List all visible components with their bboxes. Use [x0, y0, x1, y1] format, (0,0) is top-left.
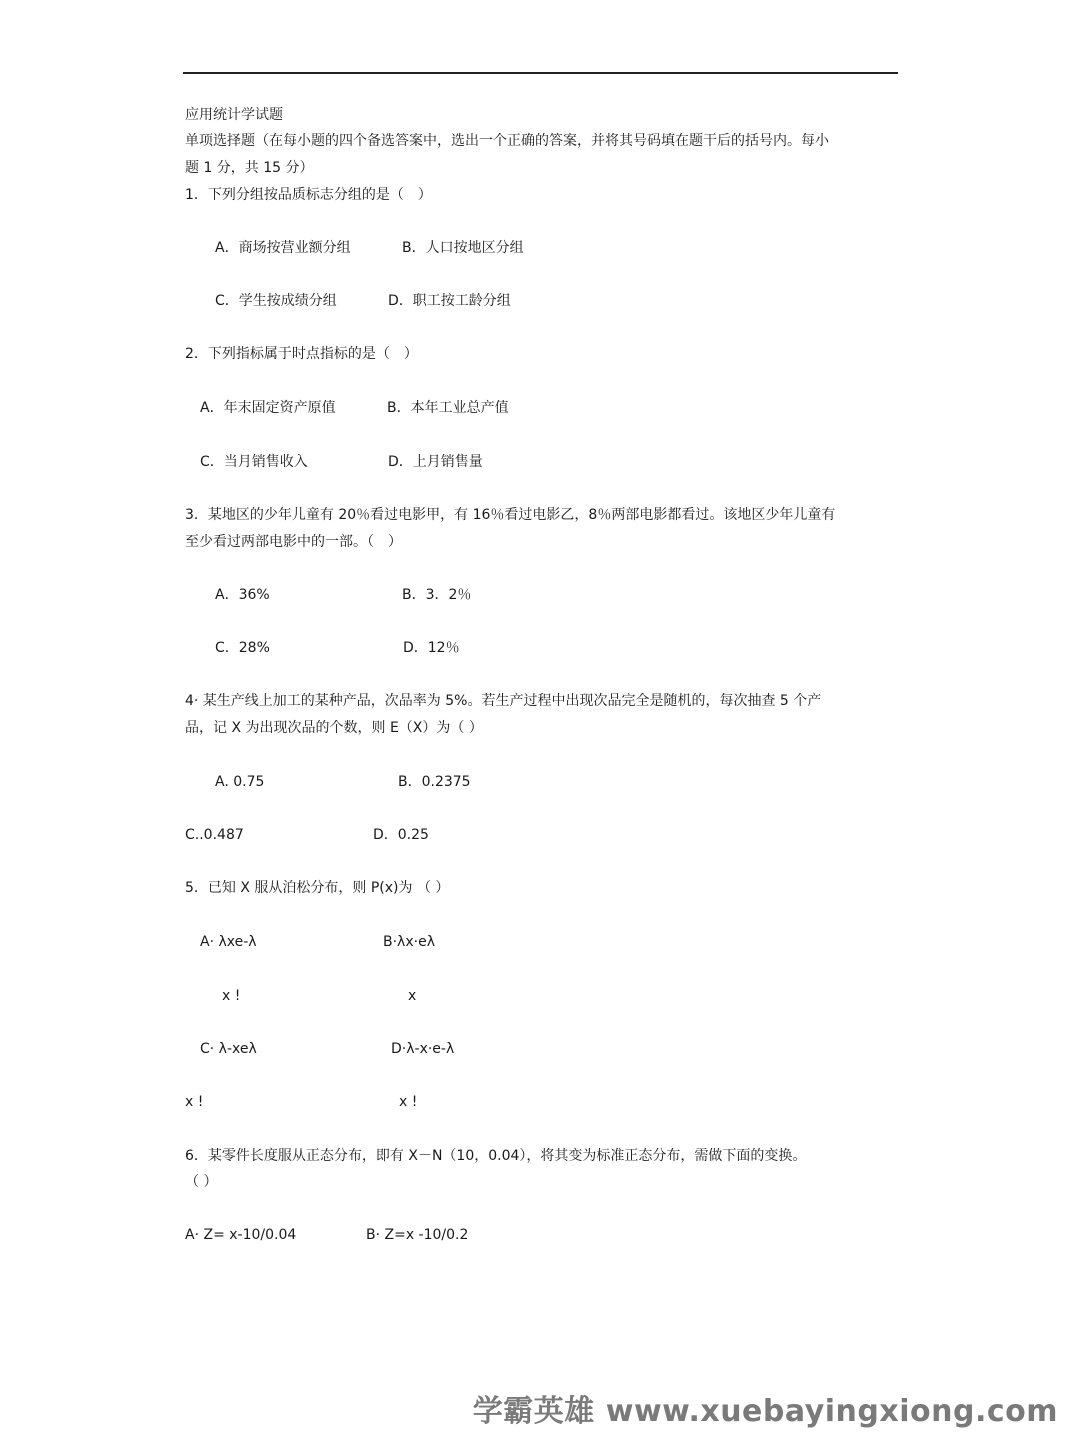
q4-option-c: C..0.487 — [185, 827, 244, 843]
q1-option-b: B．人口按地区分组 — [402, 240, 524, 256]
q2-option-c: C．当月销售收入 — [200, 454, 308, 470]
q6-option-a: A· Z= x-10/0.04 — [185, 1227, 297, 1243]
q3-option-d: D．12％ — [403, 640, 460, 656]
q1-option-c: C．学生按成绩分组 — [215, 293, 337, 309]
question-4-stem-line-2: 品，记 X 为出现次品的个数，则 E（X）为（ ） — [185, 720, 483, 736]
q5-option-a-denominator: x ! — [222, 988, 241, 1004]
q1-option-a: A．商场按营业额分组 — [215, 240, 351, 256]
header-rule — [183, 72, 898, 74]
question-6-stem-line-1: 6．某零件长度服从正态分布，即有 X－N（10，0.04），将其变为标准正态分布，需做下面的变换。 — [185, 1148, 807, 1164]
question-1-stem: 1．下列分组按品质标志分组的是（ ） — [185, 187, 432, 203]
q2-option-b: B．本年工业总产值 — [387, 400, 509, 416]
question-3-stem-line-2: 至少看过两部电影中的一部。（ ） — [185, 534, 402, 550]
question-2-stem: 2．下列指标属于时点指标的是（ ） — [185, 346, 418, 362]
q5-option-a-numerator: A· λxe-λ — [200, 934, 257, 950]
q5-option-d-numerator: D·λ-x·e-λ — [391, 1041, 455, 1057]
question-6-stem-line-2: （ ） — [185, 1174, 218, 1190]
q1-option-d: D．职工按工龄分组 — [388, 293, 511, 309]
doc-title: 应用统计学试题 — [185, 107, 283, 123]
q2-option-d: D．上月销售量 — [388, 454, 483, 470]
question-5-stem: 5．已知 X 服从泊松分布，则 P(x)为 （ ） — [185, 880, 450, 896]
question-3-stem-line-1: 3．某地区的少年儿童有 20％看过电影甲，有 16％看过电影乙，8％两部电影都看过。该地区少年儿童有 — [185, 507, 836, 523]
q4-option-b: B．0.2375 — [398, 774, 471, 790]
q5-option-d-denominator: x ! — [399, 1094, 418, 1110]
question-4-stem-line-1: 4· 某生产线上加工的某种产品，次品率为 5%。若生产过程中出现次品完全是随机的，每次抽查 5 个产 — [185, 693, 822, 709]
q2-option-a: A．年末固定资产原值 — [200, 400, 336, 416]
q5-option-c-denominator: x ! — [185, 1094, 204, 1110]
watermark: 学霸英雄 www.xuebayingxiong.com — [472, 1394, 1058, 1429]
q5-option-b-numerator: B·λx·eλ — [383, 934, 435, 950]
instructions-line-1: 单项选择题（在每小题的四个备选答案中，选出一个正确的答案，并将其号码填在题干后的括号内。每小 — [185, 133, 829, 149]
q6-option-b: B· Z=x -10/0.2 — [366, 1227, 469, 1243]
q5-option-b-denominator: x — [408, 988, 417, 1004]
q4-option-d: D．0.25 — [373, 827, 429, 843]
q3-option-b: B．3．2％ — [402, 587, 472, 603]
q5-option-c-numerator: C· λ-xeλ — [200, 1041, 257, 1057]
q3-option-a: A．36% — [215, 587, 270, 603]
q3-option-c: C．28% — [215, 640, 270, 656]
instructions-line-2: 题 1 分，共 15 分） — [185, 160, 314, 176]
q4-option-a: A. 0.75 — [215, 774, 265, 790]
